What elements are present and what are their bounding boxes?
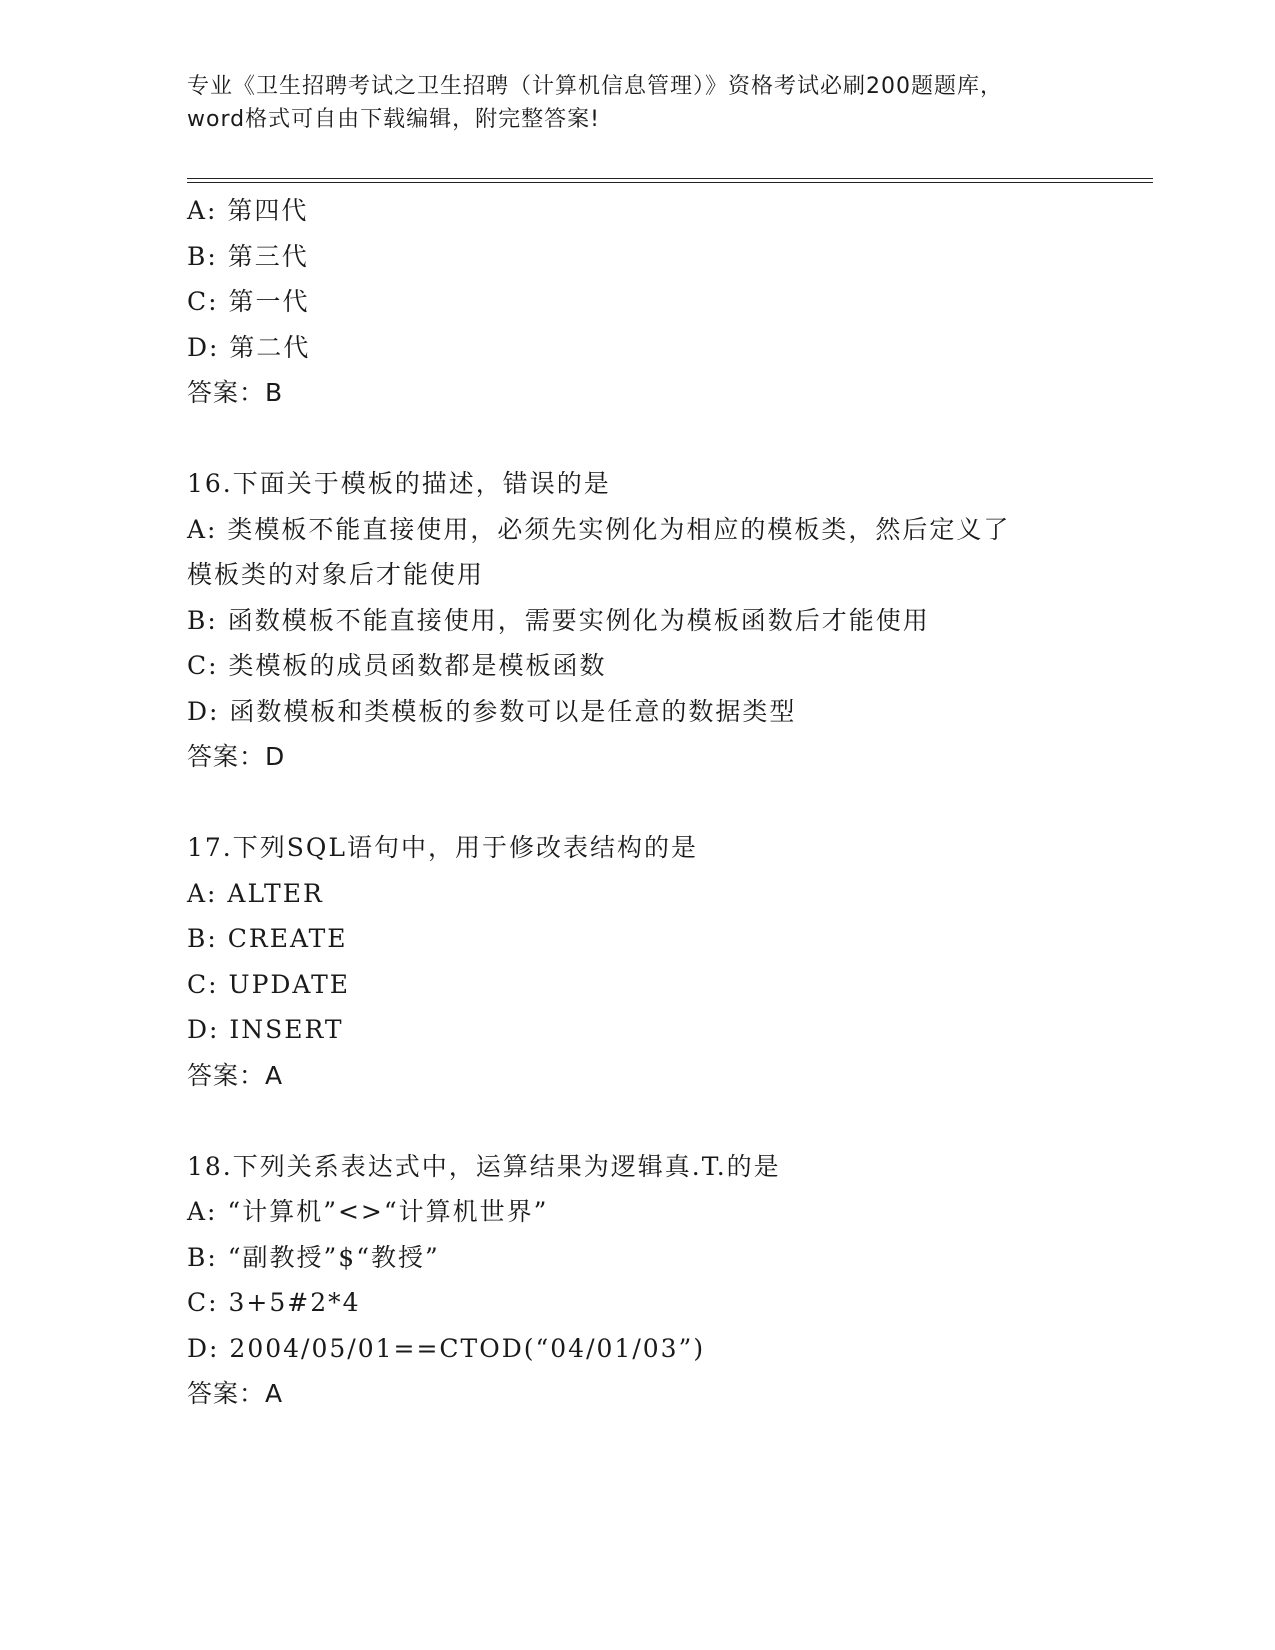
option-a-continued: 模板类的对象后才能使用 xyxy=(187,560,485,589)
option-b: B: 第三代 xyxy=(187,241,309,271)
option-a: A: ALTER xyxy=(187,878,324,908)
option-d: D: 第二代 xyxy=(187,332,311,362)
option-a: A: “计算机”<>“计算机世界” xyxy=(187,1197,549,1226)
answer-17: 答案：A xyxy=(187,1060,284,1090)
answer-15: 答案：B xyxy=(187,378,284,407)
header-divider-top xyxy=(187,178,1153,179)
question-18 xyxy=(187,1144,1087,1417)
option-c: C: UPDATE xyxy=(187,969,351,999)
option-d: D: INSERT xyxy=(187,1015,344,1044)
answer-16: 答案：D xyxy=(187,742,286,771)
option-d: D: 函数模板和类模板的参数可以是任意的数据类型 xyxy=(187,696,797,726)
question-list xyxy=(187,188,1087,1417)
header-divider-bottom xyxy=(187,182,1153,183)
question-15-options xyxy=(187,188,1087,416)
document-header xyxy=(187,70,1087,136)
option-d: D: 2004/05/01==CTOD(“04/01/03”) xyxy=(187,1333,706,1363)
option-b: B: 函数模板不能直接使用，需要实例化为模板函数后才能使用 xyxy=(187,605,930,635)
option-c: C: 第一代 xyxy=(187,287,310,316)
question-17 xyxy=(187,825,1087,1098)
option-a: A: 类模板不能直接使用，必须先实例化为相应的模板类，然后定义了 xyxy=(187,514,1011,544)
question-16 xyxy=(187,461,1087,780)
option-b: B: “副教授”$“教授” xyxy=(187,1242,440,1272)
question-17-text: 17.下列SQL语句中，用于修改表结构的是 xyxy=(187,833,698,862)
question-18-text: 18.下列关系表达式中，运算结果为逻辑真.T.的是 xyxy=(187,1151,781,1181)
answer-18: 答案：A xyxy=(187,1379,284,1408)
header-title-line-1: 专业《卫生招聘考试之卫生招聘（计算机信息管理）》资格考试必刷200题题库， xyxy=(187,74,1003,99)
option-a: A: 第四代 xyxy=(187,196,309,225)
option-b: B: CREATE xyxy=(187,924,348,953)
question-16-text: 16.下面关于模板的描述，错误的是 xyxy=(187,469,611,498)
option-c: C: 3+5#2*4 xyxy=(187,1288,361,1317)
header-title-line-2: word格式可自由下载编辑，附完整答案! xyxy=(187,107,600,132)
option-c: C: 类模板的成员函数都是模板函数 xyxy=(187,651,607,680)
